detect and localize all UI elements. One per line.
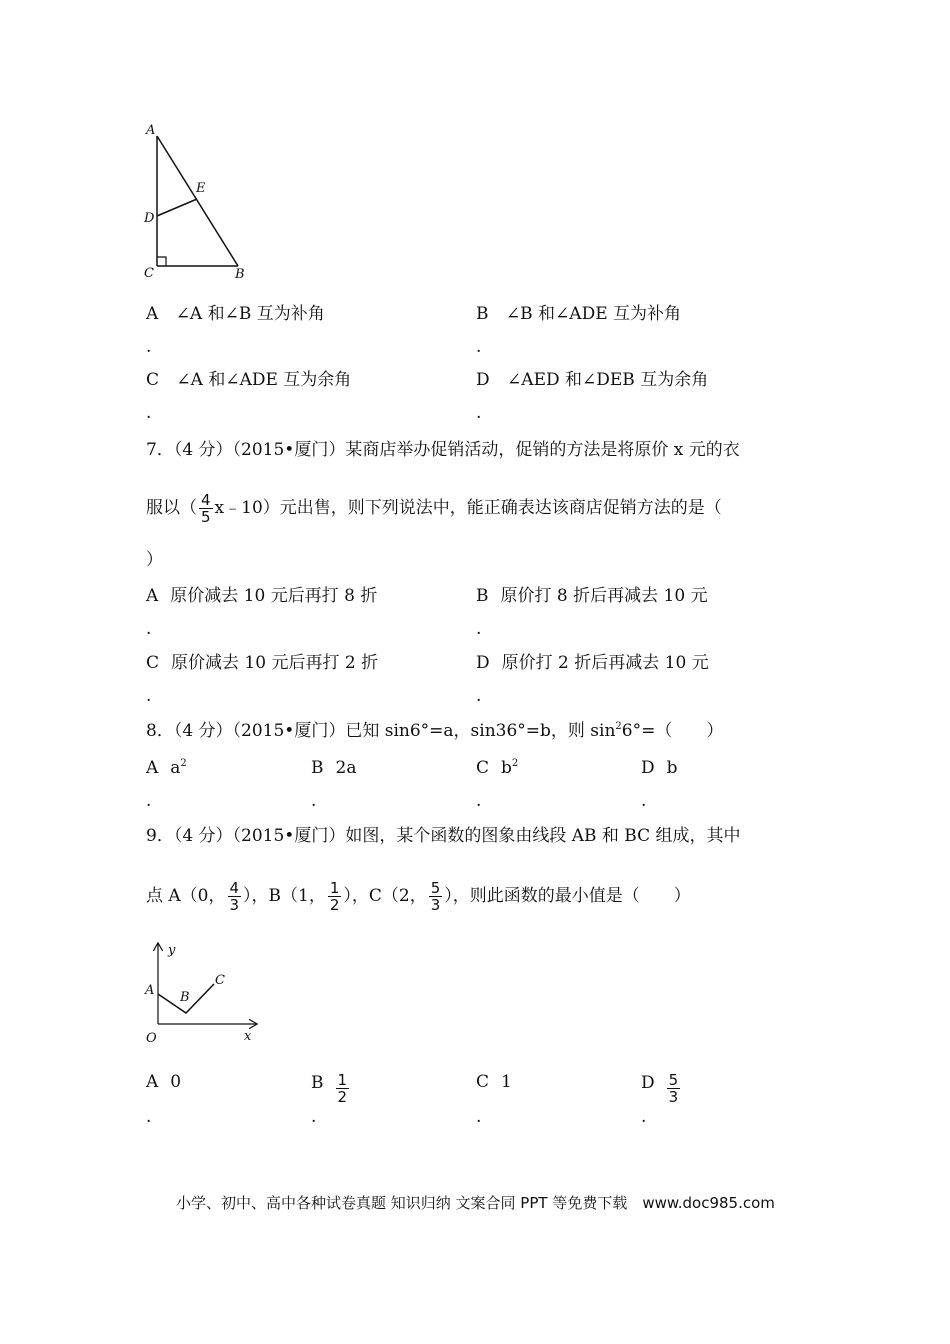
axis-label-x: x — [244, 1029, 252, 1044]
option-dot: . — [311, 1107, 317, 1127]
option-dot: . — [146, 1107, 152, 1127]
q8-option-d[interactable]: D b — [641, 758, 678, 778]
q6-option-b[interactable]: B ∠B 和∠ADE 互为补角 — [476, 304, 682, 324]
point-label-A: A — [145, 983, 155, 998]
q7-stem-line1: 7．（4 分）（2015•厦门）某商店举办促销活动，促销的方法是将原价 x 元的衣 — [146, 440, 740, 460]
triangle-figure — [135, 118, 255, 283]
origin-label: O — [146, 1031, 157, 1046]
option-dot: . — [476, 619, 482, 639]
fraction: $\frac{5}{3}$ — [668, 1071, 679, 1106]
footer-text: 小学、初中、高中各种试卷真题 知识归纳 文案合同 PPT 等免费下载 www.doc985.com — [176, 1194, 775, 1212]
q9-stem-line1: 9．（4 分）（2015•厦门）如图，某个函数的图象由线段 AB 和 BC 组成，其中 — [146, 826, 741, 846]
function-graph — [140, 938, 265, 1048]
q9-option-d[interactable]: D $\frac{5}{3}$ — [641, 1071, 679, 1106]
q9-option-a[interactable]: A 0 — [146, 1072, 182, 1092]
q8-stem: 8．（4 分）（2015•厦门）已知 sin6°=a，sin36°=b，则 $\sin^26^\circ=$（ ） — [146, 721, 724, 741]
option-dot: . — [311, 791, 317, 811]
q7-option-a[interactable]: A 原价减去 10 元后再打 8 折 — [146, 586, 378, 606]
q9-option-c[interactable]: C 1 — [476, 1072, 512, 1092]
q8-option-c[interactable]: C $b^2$ — [476, 758, 519, 778]
option-dot: . — [146, 403, 152, 423]
q9-stem-line2: 点 A（0， $\frac{4}{3}$ ），B（1， $\frac{1}{2}$ ），C（2， $\frac{5}{3}$ ），则此函数的最小值是（ ） — [146, 879, 691, 914]
fraction: $\frac{5}{3}$ — [430, 879, 441, 914]
q7-stem-line3: ） — [146, 550, 163, 570]
label-A: A — [146, 123, 156, 138]
fraction: $\frac{1}{2}$ — [337, 1071, 348, 1106]
label-B: B — [235, 267, 245, 282]
option-dot: . — [476, 403, 482, 423]
option-dot: . — [641, 791, 647, 811]
point-label-B: B — [180, 990, 190, 1005]
fraction: $\frac{1}{2}$ — [329, 879, 340, 914]
label-D: D — [144, 211, 155, 226]
q7-stem-line2: 服以（ $\frac{4}{5}$ x﹣10）元出售，则下列说法中，能正确表达该商店促销方法的是（ — [146, 491, 722, 526]
axis-label-y: y — [168, 943, 176, 958]
option-dot: . — [146, 686, 152, 706]
option-dot: . — [146, 619, 152, 639]
q7-option-c[interactable]: C 原价减去 10 元后再打 2 折 — [146, 653, 379, 673]
option-dot: . — [146, 791, 152, 811]
q9-option-b[interactable]: B $\frac{1}{2}$ — [311, 1071, 348, 1106]
q6-option-d[interactable]: D ∠AED 和∠DEB 互为余角 — [476, 370, 709, 390]
option-dot: . — [476, 791, 482, 811]
label-C: C — [144, 266, 154, 281]
fraction: $\frac{4}{5}$ — [201, 491, 211, 526]
q6-option-c[interactable]: C ∠A 和∠ADE 互为余角 — [146, 370, 352, 390]
fraction: $\frac{4}{3}$ — [229, 879, 240, 914]
option-dot: . — [641, 1107, 647, 1127]
q8-option-a[interactable]: A $a^2$ — [146, 758, 187, 778]
q7-option-d[interactable]: D 原价打 2 折后再减去 10 元 — [476, 653, 709, 673]
point-label-C: C — [215, 973, 225, 988]
option-dot: . — [476, 337, 482, 357]
option-dot: . — [476, 686, 482, 706]
q6-option-a[interactable]: A ∠A 和∠B 互为补角 — [146, 304, 325, 324]
option-dot: . — [476, 1107, 482, 1127]
q7-option-b[interactable]: B 原价打 8 折后再减去 10 元 — [476, 586, 708, 606]
option-dot: . — [146, 337, 152, 357]
label-E: E — [196, 181, 206, 196]
q8-option-b[interactable]: B 2a — [311, 758, 357, 778]
